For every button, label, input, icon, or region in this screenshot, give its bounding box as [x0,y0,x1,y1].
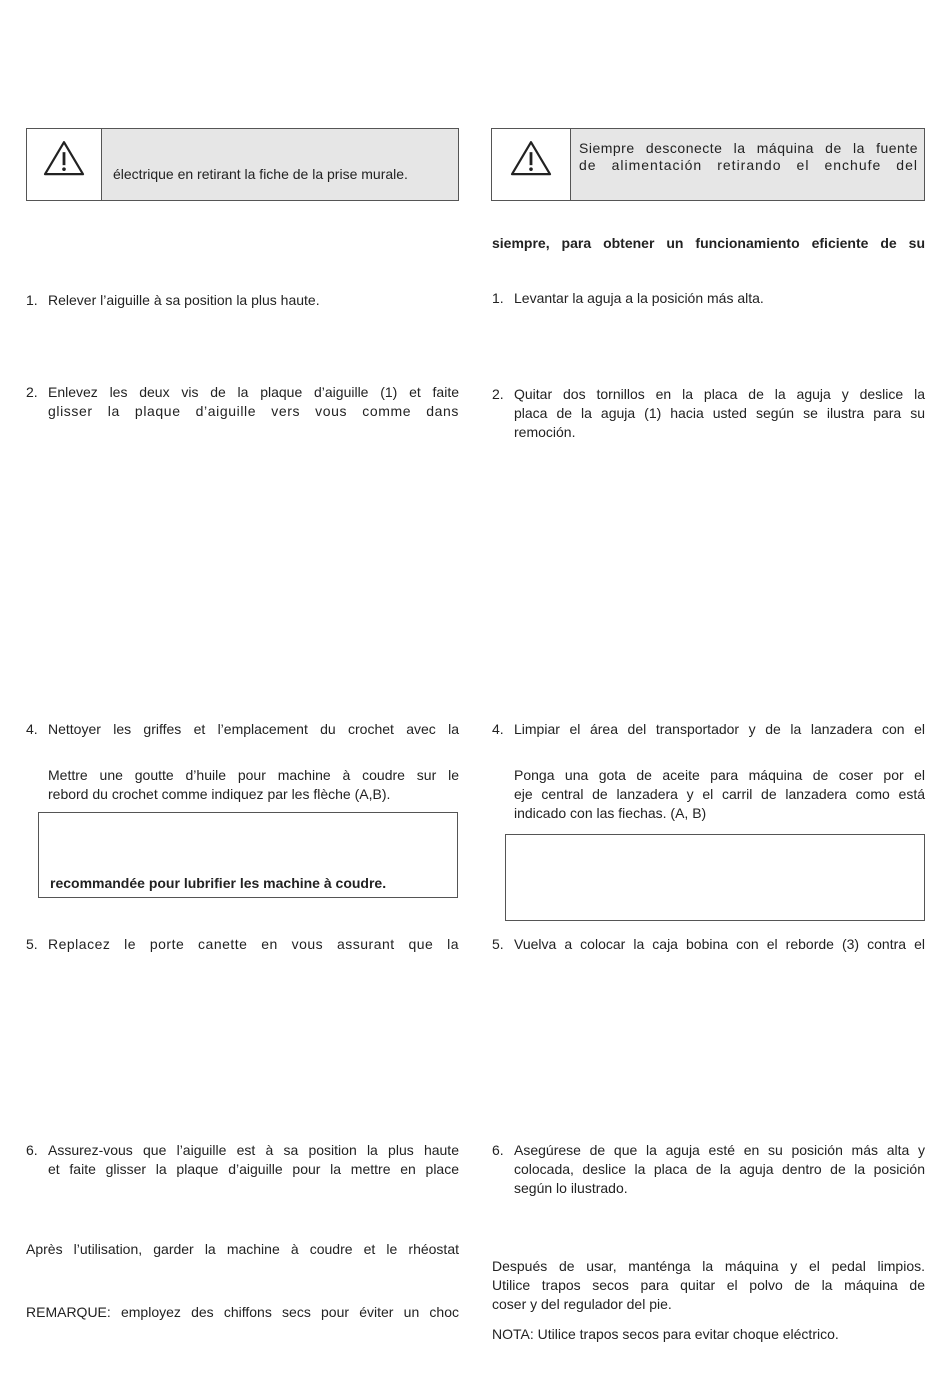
es-note-box [505,834,925,921]
es-warning-line2: de alimentación retirando el enchufe del [579,157,918,173]
es-step2-line3: remoción. [514,424,576,440]
fr-step4-line1: Nettoyer les griffes et l’emplacement du crochet avec la [48,721,459,737]
es-step4-oil-line2: eje central de lanzadera y el carril de lanzadera como está [514,786,925,802]
fr-step4-oil-line1: Mettre une goutte d’huile pour machine à coudre sur le [48,767,459,783]
es-step4-number: 4. [492,721,504,737]
fr-step6-number: 6. [26,1142,38,1158]
es-warning-line1: Siempre desconecte la máquina de la fuente [579,140,918,156]
fr-step2-line2: glisser la plaque d’aiguille vers vous comme dans [48,403,459,419]
es-step4-oil-line1: Ponga una gota de aceite para máquina de coser por el [514,767,925,783]
es-step5-number: 5. [492,936,504,952]
es-after-use-line1: Después de usar, manténga la máquina y el pedal limpios. [492,1258,925,1274]
es-step6-number: 6. [492,1142,504,1158]
fr-step1-number: 1. [26,292,38,308]
es-step6-line2: colocada, deslice la placa de la aguja dentro de la posición [514,1161,925,1177]
fr-step4-number: 4. [26,721,38,737]
fr-step6-line1: Assurez-vous que l’aiguille est à sa position la plus haute [48,1142,459,1158]
fr-step4-oil-line2: rebord du crochet comme indiquez par les flèche (A,B). [48,786,391,802]
fr-warning-text: électrique en retirant la fiche de la prise murale. [113,166,408,182]
fr-note-text: recommandée pour lubrifier les machine à coudre. [50,875,387,891]
fr-warning-box [26,128,459,201]
fr-note-box [38,812,458,898]
es-step2-line1: Quitar dos tornillos en la placa de la aguja y deslice la [514,386,925,402]
warning-triangle-icon [42,139,86,177]
es-warning-box [491,128,925,201]
es-step6-line1: Asegúrese de que la aguja esté en su posición más alta y [514,1142,925,1158]
warning-triangle-icon [509,139,553,177]
es-step2-number: 2. [492,386,504,402]
fr-warning-icon-cell [27,129,102,200]
es-intro-text: siempre, para obtener un funcionamiento eficiente de su [492,235,925,251]
fr-after-use-text: Après l’utilisation, garder la machine à coudre et le rhéostat [26,1241,459,1257]
fr-step2-number: 2. [26,384,38,400]
fr-step2-line1: Enlevez les deux vis de la plaque d’aiguille (1) et faite [48,384,459,400]
fr-remark-text: REMARQUE: employez des chiffons secs pour éviter un choc [26,1304,459,1320]
es-step1-text: Levantar la aguja a la posición más alta. [514,290,764,306]
es-step2-line2: placa de la aguja (1) hacia usted según se ilustra para su [514,405,925,421]
es-step4-oil-line3: indicado con las fiechas. (A, B) [514,805,707,821]
fr-step6-line2: et faite glisser la plaque d’aiguille pour la mettre en place [48,1161,459,1177]
es-step6-line3: según lo ilustrado. [514,1180,628,1196]
fr-step5-line1: Replacez le porte canette en vous assurant que la [48,936,459,952]
es-step4-line1: Limpiar el área del transportador y de la lanzadera con el [514,721,925,737]
es-warning-icon-cell [492,129,571,200]
es-after-use-line2: Utilice trapos secos para quitar el polvo de la máquina de [492,1277,925,1293]
fr-step1-text: Relever l’aiguille à sa position la plus haute. [48,292,320,308]
es-step1-number: 1. [492,290,504,306]
es-after-use-line3: coser y del regulador del pie. [492,1296,672,1312]
es-nota-text: NOTA: Utilice trapos secos para evitar choque eléctrico. [492,1326,839,1342]
es-step5-line1: Vuelva a colocar la caja bobina con el reborde (3) contra el [514,936,925,952]
fr-step5-number: 5. [26,936,38,952]
